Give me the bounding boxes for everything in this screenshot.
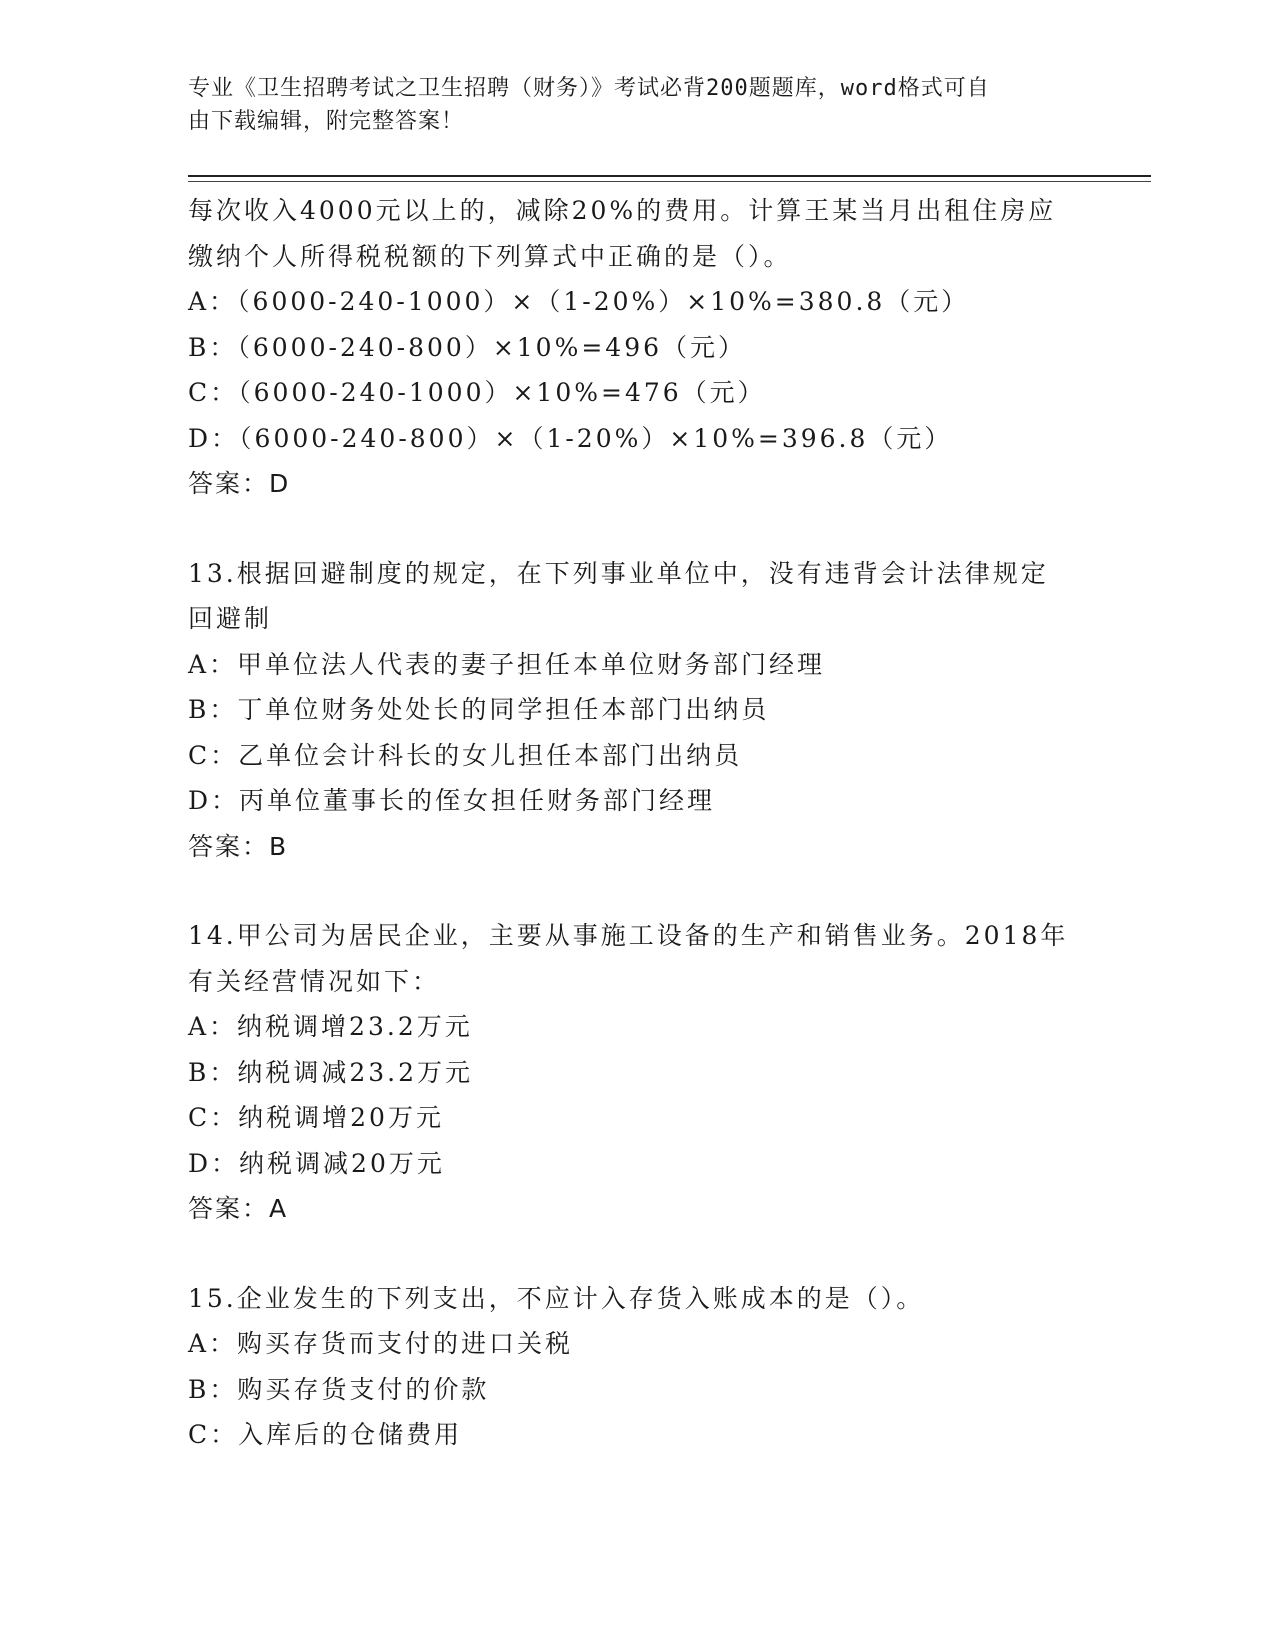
document-header [188, 72, 1068, 138]
question-spacer [188, 507, 1088, 551]
option-c: C：纳税调增20万元 [188, 1103, 444, 1132]
question-stem-line: 有关经营情况如下： [188, 966, 441, 996]
option-a: A：甲单位法人代表的妻子担任本单位财务部门经理 [188, 649, 826, 679]
question-stem-line: 13.根据回避制度的规定，在下列事业单位中，没有违背会计法律规定 [188, 558, 1049, 588]
option-c: C：乙单位会计科长的女儿担任本部门出纳员 [188, 740, 743, 770]
question-content [188, 188, 1088, 1458]
option-c: C：入库后的仓储费用 [188, 1420, 463, 1449]
option-b: B：购买存货支付的价款 [188, 1374, 490, 1404]
question-stem-line: 15.企业发生的下列支出，不应计入存货入账成本的是（）。 [188, 1283, 925, 1313]
option-a: A：购买存货而支付的进口关税 [188, 1329, 574, 1358]
option-a: A：（6000-240-1000）×（1-20%）×10%=380.8（元） [188, 287, 970, 316]
question-stem-line: 回避制 [188, 604, 273, 633]
question-12 [188, 188, 1088, 507]
option-d: D：（6000-240-800）×（1-20%）×10%=396.8（元） [188, 423, 953, 453]
question-stem-line: 缴纳个人所得税税额的下列算式中正确的是（）。 [188, 241, 792, 271]
question-13 [188, 551, 1088, 870]
option-a: A：纳税调增23.2万元 [188, 1012, 473, 1041]
option-b: B：纳税调减23.2万元 [188, 1057, 474, 1087]
option-d: D：纳税调减20万元 [188, 1148, 445, 1178]
header-divider-thin [188, 181, 1151, 182]
question-stem-line: 每次收入4000元以上的，减除20%的费用。计算王某当月出租住房应 [188, 196, 1057, 225]
header-divider-thick [188, 175, 1151, 177]
question-spacer [188, 1232, 1088, 1276]
option-d: D：丙单位董事长的侄女担任财务部门经理 [188, 786, 716, 815]
answer-line: 答案：D [188, 469, 291, 498]
question-stem-line: 14.甲公司为居民企业，主要从事施工设备的生产和销售业务。2018年 [188, 921, 1069, 950]
option-c: C：（6000-240-1000）×10%=476（元） [188, 378, 766, 407]
answer-line: 答案：A [188, 1194, 289, 1223]
question-spacer [188, 869, 1088, 913]
header-title-line-2: 由下载编辑，附完整答案！ [188, 109, 465, 134]
option-b: B：（6000-240-800）×10%=496（元） [188, 332, 747, 362]
question-14 [188, 913, 1088, 1232]
option-b: B：丁单位财务处处长的同学担任本部门出纳员 [188, 695, 770, 724]
question-15 [188, 1276, 1088, 1458]
answer-line: 答案：B [188, 831, 289, 861]
header-title-line-1: 专业《卫生招聘考试之卫生招聘（财务）》考试必背200题题库，word格式可自 [188, 76, 990, 101]
